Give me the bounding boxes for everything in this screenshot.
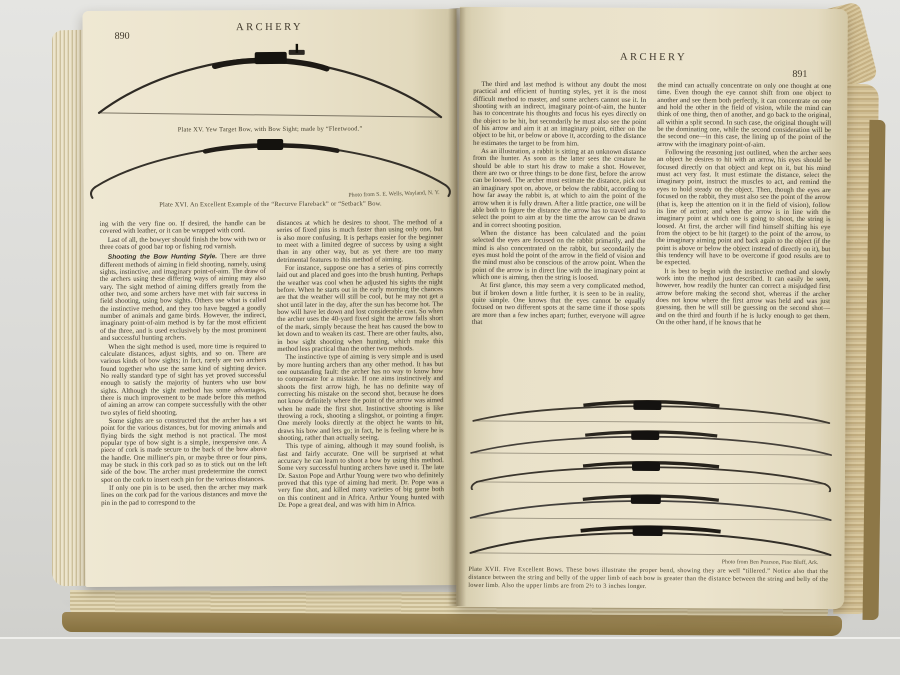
plate-xvii-bow-4 [465, 490, 837, 524]
plate-xvii-bow-5 [464, 522, 836, 560]
book-cover-bottom [62, 612, 842, 636]
body-paragraph: For instance, suppose one has a series of pins correctly laid out and placed and goes into the brush hunting. Perhaps the weather was cool when he adjusted his sights the night before. When he starts out in the early morning the chances are that the weather will still be cool, but he may not get a shot until later in the day, after the sun has become hot. The bow will have let down and lost considerable cast. So when the archer uses the 40-yard fixed sight the arrow falls short of the mark, simply because the heat has caused the bow to let down and to weaken its cast. There are other faults, also, in bow sight shooting when hunting, which make this method less practical than the other two methods. [276, 264, 444, 353]
body-paragraph: The instinctive type of aiming is very simple and is used by more hunting archers than any other method. It has but one outstanding fault: the archer has no way to know how to compensate for a mistake. If one aims instinctively and shoots the first arrow high, he has no definite way of correcting his mistake on the second shot, because he does not know definitely where the point of the arrow was aimed when he made the first shot. Instinctive shooting is like throwing a rock, shooting a slingshot, or pointing a finger. One merely looks directly at the object he wants to hit, draws his bow and lets go; in fact, he is feeling where he is shooting, rather than actually seeing. [277, 353, 444, 442]
body-paragraph: When the distance has been calculated and the point selected the eyes are focused on the rabbit primarily, and the mind is also concentrated on the rabbit, but secondarily the eyes must hold the point of the arrow in the field of vision and the mind must also be conscious of the arrow point. When the point of the arrow is in direct line with the imaginary point at which one is aiming, then the string is loosed. [472, 229, 646, 282]
table-surface [0, 637, 900, 675]
right-page-column-2 [656, 82, 832, 329]
body-paragraph: As an illustration, a rabbit is sitting at an unknown distance from the hunter. As soon as the latter sees the creature he should be able to start his draw to make a shot. However, there are two or three things to be done first, before the arrow can be loosed. The archer must estimate the distance, pick out an imaginary spot on, above, or below the rabbit, according to how far away the rabbit is, at which to aim the point of the arrow when it is fully drawn. After a little practice, one will be able both to figure the distance the arrow has to travel and to select the point to aim at by the time the arrow can be drawn and in correct shooting position. [472, 148, 646, 229]
plate-xvi-photo-credit: Photo from S. E. Wells, Wayland, N. Y. [348, 190, 440, 199]
section-heading: Shooting the Bow Hunting Style. [107, 253, 218, 262]
running-head-right: ARCHERY [619, 51, 688, 64]
left-page-column-2 [277, 219, 445, 510]
body-paragraph: Some sights are so constructed that the archer has a set point for the various distances, but for moving animals and flying birds the sight method is not practical. The most popular type of bow sight is a simple, inexpensive one. A piece of cork is made secure to the back of the bow above the handle. One milliner's pin, or maybe three or four pins, may be stuck in this cork pad so as to stick out on the left side of the bow. The archer must predetermine the correct spot on the cork to insert each pin for the various distances. [100, 416, 267, 484]
plate-xvi-caption: Plate XVI. An Excellent Example of the “Recurve Flareback” or “Setback” Bow. [159, 200, 382, 209]
page-number-left: 890 [114, 30, 130, 42]
body-paragraph: Shooting the Bow Hunting Style. There are three different methods of aiming in field shooting, namely, using sights, instinctive, and imaginary point-of-aim. The draw of the archers using these differing ways of aiming may also vary. The sight method of aiming differs greatly from the other two, and some archers have met with fair success in field shooting, using bow sights. Others use what is called the instinctive method, and they too have bagged a goodly number of animals and game birds. However, the indirect, imaginary point-of-aim method is by far the most efficient of the three, and is used exclusively by the most prominent and successful hunting archers. [99, 253, 267, 343]
body-paragraph: The third and last method is without any doubt the most practical and efficient of hunting styles, yet it is the most difficult method to master, and some archers cannot use it. In shooting with an indirect, imaginary point-of-aim, the hunter has to concentrate his thoughts and focus his eyes directly on the object to be hit, but secondarily he must also see the point of his arrow and aim it at an imaginary point, either on the object to be hit, or below or above it, according to the distance he estimates the target to be from him. [472, 80, 647, 148]
page-number-right: 891 [792, 68, 808, 80]
plate-xvii-figure [464, 395, 837, 560]
book-spine-shadow [448, 8, 466, 606]
left-page-column-1 [100, 220, 268, 511]
plate-xv-bow-illustration [89, 39, 451, 127]
plate-xvii-bow-2 [465, 426, 837, 459]
plate-xvii-caption: Plate XVII. Five Excellent Bows. These bows illustrate the proper bend, showing they are well “tillered.” Notice also that the distance between the string and belly of the upper limb of each bow is greater than the distance between the string and belly of the lower limb. Also the upper limbs are from 2½ to 3 inches longer. [468, 565, 829, 590]
plate-xvii-bow-1 [465, 395, 837, 428]
left-page-text-columns [100, 219, 446, 511]
plate-xvii-bow-3-recurve [465, 457, 837, 492]
plate-xvii-photo-credit: Photo from Ben Pearson, Pine Bluff, Ark. [721, 559, 819, 567]
body-paragraph: This type of aiming, although it may sound foolish, is fast and fairly accurate. One will be surprised at what accuracy he can learn to shoot a bow by using this method. Some very successful hunting archers have used it. The late Dr. Saxton Pope and Arthur Young were two who definitely proved that this type of aiming had merit. Dr. Pope was a very fine shot, and killed many varieties of big game both on this continent and in Africa. Arthur Young hunted with Dr. Pope a great deal, and was with him in Africa. [277, 442, 445, 510]
body-paragraph: distances at which he desires to shoot. The method of a series of fixed pins is much faster than using only one, but is also more confusing. It is perhaps easier for the beginner to meet with a limited degree of success by using a sight than in any other way, but as yet there are too many detrimental features to this method of aiming. [276, 219, 443, 264]
right-page-text-columns [472, 81, 831, 330]
running-head-left: ARCHERY [236, 21, 304, 34]
body-paragraph: Following the reasoning just outlined, when the archer sees an object he desires to hit with an arrow, his eyes should be focused directly on that object and kept on it, but his mind must act very fast. It must estimate the distance, select the imaginary point, instruct the muscles to act, and remind the eyes to hold steady on the object. Then, though the eyes are focused on the rabbit, they must also see the point of the arrow (that is, keep the attention on it in the field of vision), follow its line of action; and when the arrow is in line with the imaginary point at which one is going to shoot, the string is loosed. At first, the archer will find himself shifting his eye from the object to be hit (target) to the point of the arrow, to the imaginary aiming point and back again to the object (if the point is above or below the object instead of directly on it), but this tendency will have to be overcome if good results are to be expected. [656, 149, 831, 267]
right-page [456, 7, 848, 609]
body-paragraph: ing with the very fine oo. If desired, the handle can be covered with leather, or it can be wrapped with cord. [99, 220, 266, 236]
body-paragraph: the mind can actually concentrate on only one thought at one time. Even though the eye cannot shift from one object to another and see them both perfectly, it can concentrate on one and hold the other in the field of vision, while the mind can think of one thing, then of another, and go back to the original, all within a split second. In such case, the original thought will be the dominating one, while the second consideration will be the second one—in this case, the lining up of the point of the arrow with the imaginary point-of-aim. [656, 82, 832, 149]
plate-xv-caption: Plate XV. Yew Target Bow, with Bow Sight; made by “Fleetwood.” [177, 125, 363, 134]
body-paragraph: Last of all, the bowyer should finish the bow with two or three coats of good bar top or fishing rod varnish. [99, 235, 266, 251]
body-paragraph: It is best to begin with the instinctive method and slowly work into the method just described. It can easily be seen, however, how readily the hunter can correct a misjudged first arrow before making the second shot, whereas if the archer does not know where the first arrow was held and was just guessing, then he will still be guessing on the second shot—and on the third and fourth if he is lucky enough to get them. On the other hand, if he knows that he [655, 267, 831, 327]
body-paragraph: When the sight method is used, more time is required to calculate distances, adjust sights, and so on. There are various kinds of bow sights; in fact, rarely are two archers found together who use the same kind of sighting device. No really standard type of sight has yet proved successful enough to satisfy the majority of hunters who use bow sights. Although the sight method has some advantages, there is much improvement to be made before this method of aiming an arrow can compete successfully with the other two styles of field shooting. [100, 342, 267, 417]
body-paragraph: If only one pin is to be used, then the archer may mark lines on the cork pad for the various distances and move the pin in the pad to correspond to the [101, 484, 268, 507]
body-paragraph: At first glance, this may seem a very complicated method, but if broken down a little further, it is seen to be in reality, quite simple. One knows that the eyes cannot be equally focused on two different spots at the same time if those spots are more than a few inches apart; further, everyone will agree that [471, 282, 646, 326]
left-page [82, 9, 459, 587]
right-page-column-1 [472, 81, 647, 328]
